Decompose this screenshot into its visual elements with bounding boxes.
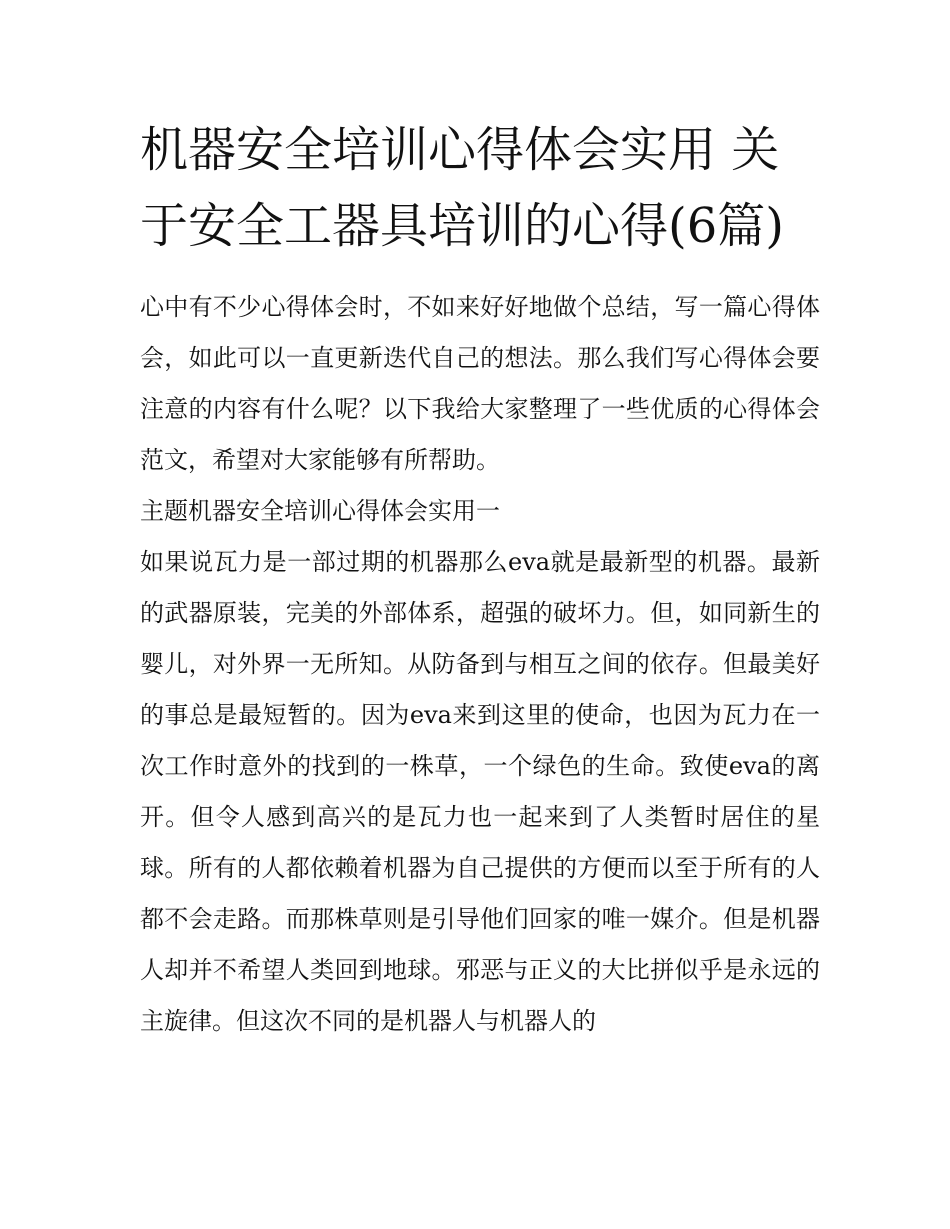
document-title: 机器安全培训心得体会实用 关于安全工器具培训的心得(6篇) [140,122,784,254]
body-paragraph: 如果说瓦力是一部过期的机器那么eva就是最新型的机器。最新的武器原装，完美的外部体系，超强的破坏力。但，如同新生的婴儿，对外界一无所知。从防备到与相互之间的依存。但最美好的事总是最短暂的。因为eva来到这里的使命，也因为瓦力在一次工作时意外的找到的一株草，一个绿色的生命。致使eva的离开。但令人感到高兴的是瓦力也一起来到了人类暂时居住的星球。所有的人都依赖着机器为自己提供的方便而以至于所有的人都不会走路。而那株草则是引导他们回家的唯一媒介。但是机器人却并不希望人类回到地球。邪恶与正义的大比拼似乎是永远的主旋律。但这次不同的是机器人与机器人的 [140,548,820,1035]
document-content [140,112,820,1047]
section-heading: 主题机器安全培训心得体会实用一 [140,497,500,525]
intro-paragraph: 心中有不少心得体会时，不如来好好地做个总结，写一篇心得体会，如此可以一直更新迭代自己的想法。那么我们写心得体会要注意的内容有什么呢？以下我给大家整理了一些优质的心得体会范文，希望对大家能够有所帮助。 [140,293,820,474]
